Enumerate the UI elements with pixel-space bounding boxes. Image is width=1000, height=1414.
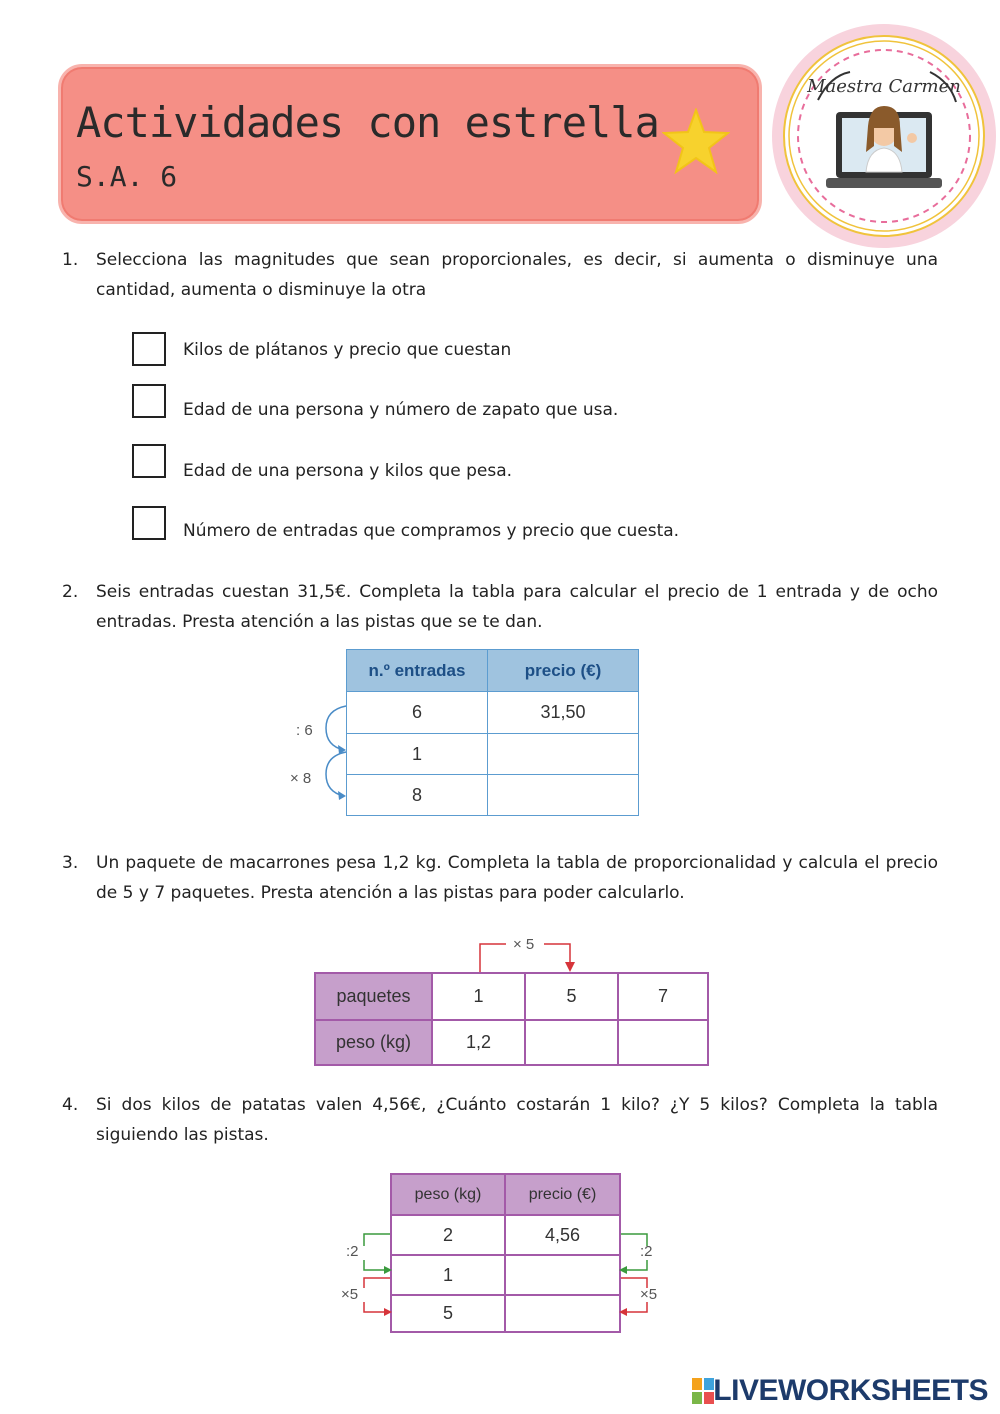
q4-cell: 1 bbox=[392, 1254, 506, 1294]
q2-answer-cell[interactable] bbox=[488, 774, 638, 815]
q4-answer-cell[interactable] bbox=[506, 1294, 619, 1331]
q2-table bbox=[346, 649, 639, 816]
q2-answer-input[interactable] bbox=[494, 780, 633, 810]
q4-number: 4. bbox=[62, 1095, 79, 1115]
q2-cell: 1 bbox=[347, 733, 488, 774]
q4-hint-left: :2 bbox=[346, 1243, 359, 1260]
liveworksheets-logo-icon bbox=[692, 1378, 714, 1404]
q4-answer-input[interactable] bbox=[510, 1261, 616, 1290]
page-title: Actividades con estrella bbox=[76, 98, 659, 147]
q2-text: Seis entradas cuestan 31,5€. Completa la tabla para calcular el precio de 1 entrada y de ocho entradas. Presta atención a las pistas que se te dan. bbox=[96, 582, 938, 632]
q2-hint-arrows bbox=[320, 700, 350, 804]
q3-number: 3. bbox=[62, 853, 79, 873]
option-checkbox[interactable] bbox=[132, 444, 166, 478]
q4-table bbox=[390, 1173, 621, 1333]
q2-answer-cell[interactable] bbox=[488, 733, 638, 774]
q4-cell: 5 bbox=[392, 1294, 506, 1331]
q3-answer-input[interactable] bbox=[529, 1026, 615, 1058]
q2-cell: 31,50 bbox=[488, 691, 638, 733]
q1-text: Selecciona las magnitudes que sean proporcionales, es decir, si aumenta o disminuye una cantidad, aumenta o disminuye la otra bbox=[96, 250, 938, 300]
star-icon bbox=[662, 108, 730, 174]
badge-text: Maestra Carmen bbox=[807, 76, 961, 97]
q4-text: Si dos kilos de patatas valen 4,56€, ¿Cuánto costarán 1 kilo? ¿Y 5 kilos? Completa la tabla siguiendo las pistas. bbox=[96, 1095, 938, 1145]
q3-answer-cell[interactable] bbox=[619, 1019, 707, 1064]
teacher-badge-logo bbox=[770, 22, 998, 250]
q4-header-cell: peso (kg) bbox=[392, 1175, 506, 1214]
q4-hint-brackets-left bbox=[358, 1230, 394, 1334]
q3-text: Un paquete de macarrones pesa 1,2 kg. Completa la tabla de proporcionalidad y calcula el precio de 5 y 7 paquetes. Presta atención a las pistas para poder calcularlo. bbox=[96, 853, 938, 903]
option-label: Kilos de plátanos y precio que cuestan bbox=[183, 340, 512, 360]
option-label: Edad de una persona y kilos que pesa. bbox=[183, 461, 513, 481]
q1-number: 1. bbox=[62, 250, 79, 270]
q2-header-cell: precio (€) bbox=[488, 650, 638, 691]
option-checkbox[interactable] bbox=[132, 384, 166, 418]
option-checkbox[interactable] bbox=[132, 506, 166, 540]
q3-row-label: paquetes bbox=[316, 974, 433, 1019]
q2-cell: 8 bbox=[347, 774, 488, 815]
q3-table bbox=[314, 972, 709, 1066]
q3-cell: 1 bbox=[433, 974, 526, 1019]
q4-answer-input[interactable] bbox=[510, 1300, 616, 1327]
q4-cell: 4,56 bbox=[506, 1214, 619, 1254]
q2-hint: × 8 bbox=[290, 770, 312, 787]
option-checkbox[interactable] bbox=[132, 332, 166, 366]
q2-number: 2. bbox=[62, 582, 79, 602]
q3-hint: × 5 bbox=[513, 936, 535, 953]
option-label: Edad de una persona y número de zapato que usa. bbox=[183, 400, 619, 420]
q3-cell: 7 bbox=[657, 986, 668, 1006]
q4-cell: 2 bbox=[392, 1214, 506, 1254]
q4-header-cell: precio (€) bbox=[506, 1175, 619, 1214]
q3-cell: 5 bbox=[526, 974, 619, 1019]
q2-cell: 6 bbox=[347, 691, 488, 733]
q2-answer-input[interactable] bbox=[494, 739, 633, 769]
q3-row-label: peso (kg) bbox=[316, 1019, 433, 1064]
q4-answer-cell[interactable] bbox=[506, 1254, 619, 1294]
option-label: Número de entradas que compramos y precio que cuesta. bbox=[183, 521, 680, 541]
q4-hint-left: ×5 bbox=[341, 1286, 359, 1303]
q3-cell: 1,2 bbox=[433, 1019, 526, 1064]
q3-answer-cell[interactable] bbox=[526, 1019, 619, 1064]
liveworksheets-brand: LIVEWORKSHEETS bbox=[713, 1374, 988, 1407]
q2-hint: : 6 bbox=[296, 722, 313, 739]
q2-header-cell: n.º entradas bbox=[347, 650, 488, 691]
page-subtitle: S.A. 6 bbox=[76, 160, 178, 193]
q4-hint-right: ×5 bbox=[640, 1286, 658, 1303]
q3-answer-input[interactable] bbox=[621, 1026, 704, 1058]
q4-hint-right: :2 bbox=[640, 1243, 653, 1260]
